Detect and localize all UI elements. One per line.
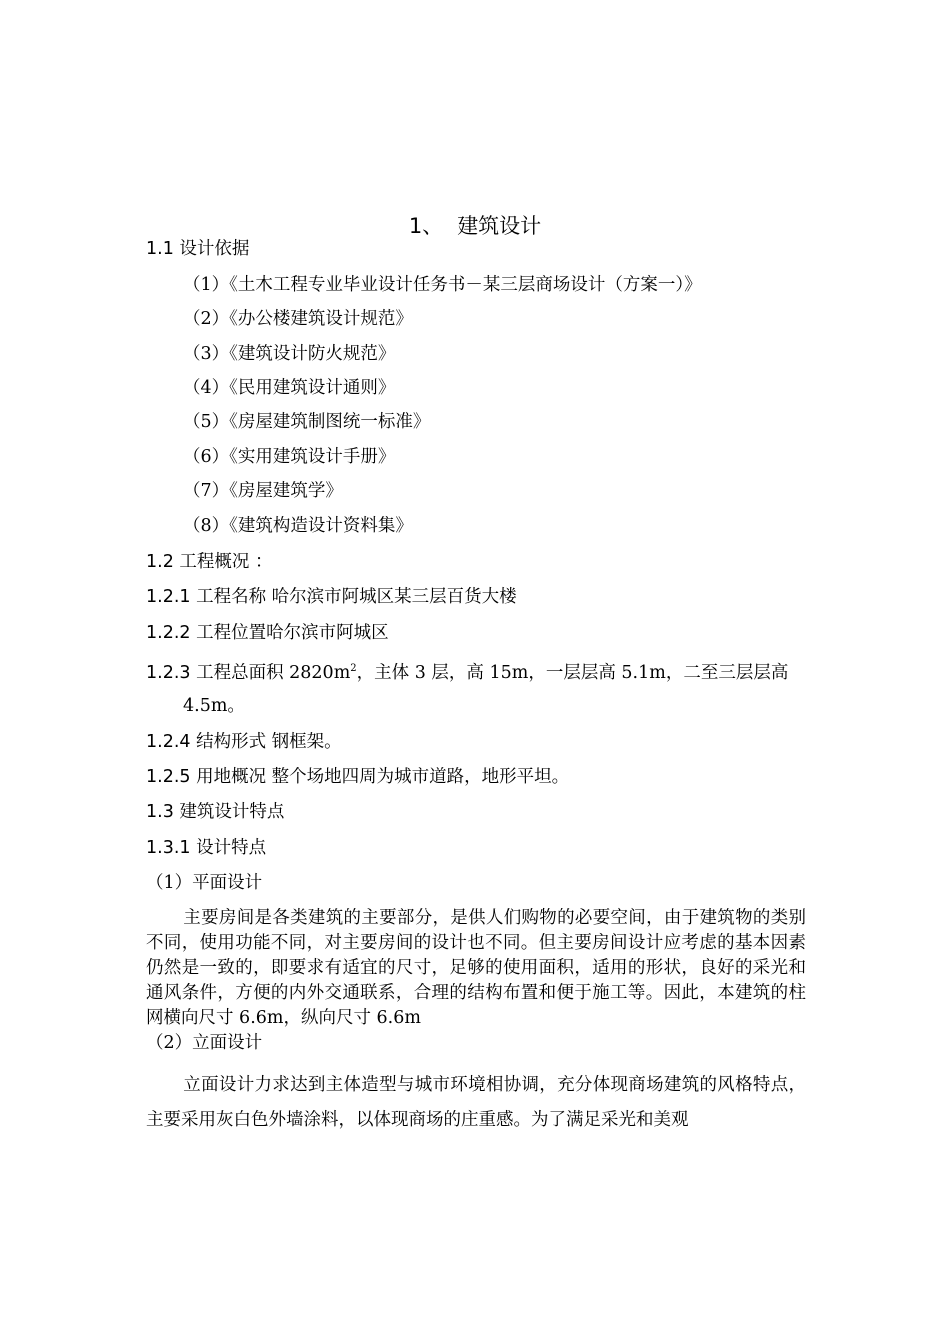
project-area-label: 1.2.3 工程总面积 xyxy=(146,662,284,683)
section-heading-1-1: 1.1 设计依据 xyxy=(146,239,250,259)
project-area-line xyxy=(146,658,788,684)
site-value: 整个场地四周为城市道路，地形平坦。 xyxy=(266,767,570,787)
area-superscript: 2 xyxy=(350,663,357,674)
project-location-label: 1.2.2 工程位置 xyxy=(146,623,267,643)
reference-item: （1）《土木工程专业毕业设计任务书－某三层商场设计（方案一）》 xyxy=(183,275,702,295)
chapter-number: 1、 xyxy=(408,214,444,238)
chapter-title-text: 建筑设计 xyxy=(457,214,542,238)
project-name-line xyxy=(146,586,517,608)
section-heading-1-2: 1.2 工程概况 ： xyxy=(146,552,273,572)
section-heading-1-3: 1.3 建筑设计特点 xyxy=(146,802,285,822)
structure-line xyxy=(146,731,342,753)
reference-item: （2）《办公楼建筑设计规范》 xyxy=(183,309,413,329)
chapter-title xyxy=(0,210,950,240)
project-location-value: 哈尔滨市阿城区 xyxy=(266,623,389,643)
project-name-value: 哈尔滨市阿城区某三层百货大楼 xyxy=(266,587,517,607)
project-location-line xyxy=(146,622,389,644)
elevation-design-text: 立面设计力求达到主体造型与城市环境相协调，充分体现商场建筑的风格特点，主要采用灰白色外墙涂料，以体现商场的庄重感。为了满足采光和美观 xyxy=(146,1075,806,1130)
reference-item: （4）《民用建筑设计通则》 xyxy=(183,378,396,398)
plan-design-heading: （1）平面设计 xyxy=(146,873,263,893)
structure-label: 1.2.4 结构形式 xyxy=(146,732,267,752)
plan-design-paragraph xyxy=(146,906,806,1031)
subsection-heading-1-3-1: 1.3.1 设计特点 xyxy=(146,838,267,858)
project-area-details: ，主体 3 层，高 15m，一层层高 5.1m，二至三层层高 xyxy=(356,662,789,683)
reference-item: （8）《建筑构造设计资料集》 xyxy=(183,516,413,536)
reference-item: （7）《房屋建筑学》 xyxy=(183,481,343,501)
reference-item: （6）《实用建筑设计手册》 xyxy=(183,447,396,467)
project-area-continuation: 4.5m。 xyxy=(183,696,245,716)
reference-item: （5）《房屋建筑制图统一标准》 xyxy=(183,412,431,432)
elevation-design-paragraph xyxy=(146,1068,806,1138)
site-label: 1.2.5 用地概况 xyxy=(146,767,267,787)
plan-design-text: 主要房间是各类建筑的主要部分，是供人们购物的必要空间，由于建筑物的类别不同，使用功能不同，对主要房间的设计也不同。但主要房间设计应考虑的基本因素仍然是一致的，即要求有适宜的尺寸，足够的使用面积，适用的形状，良好的采光和通风条件，方便的内外交通联系，合理的结构布置和便于施工等。因此，本建筑的柱网横向尺寸 6.6m，纵向尺寸 6.6m xyxy=(146,908,806,1028)
project-area-value: 2820m xyxy=(283,662,351,683)
elevation-design-heading: （2）立面设计 xyxy=(146,1033,263,1053)
site-line xyxy=(146,766,569,788)
reference-item: （3）《建筑设计防火规范》 xyxy=(183,344,396,364)
project-name-label: 1.2.1 工程名称 xyxy=(146,587,267,607)
structure-value: 钢框架。 xyxy=(266,732,342,752)
